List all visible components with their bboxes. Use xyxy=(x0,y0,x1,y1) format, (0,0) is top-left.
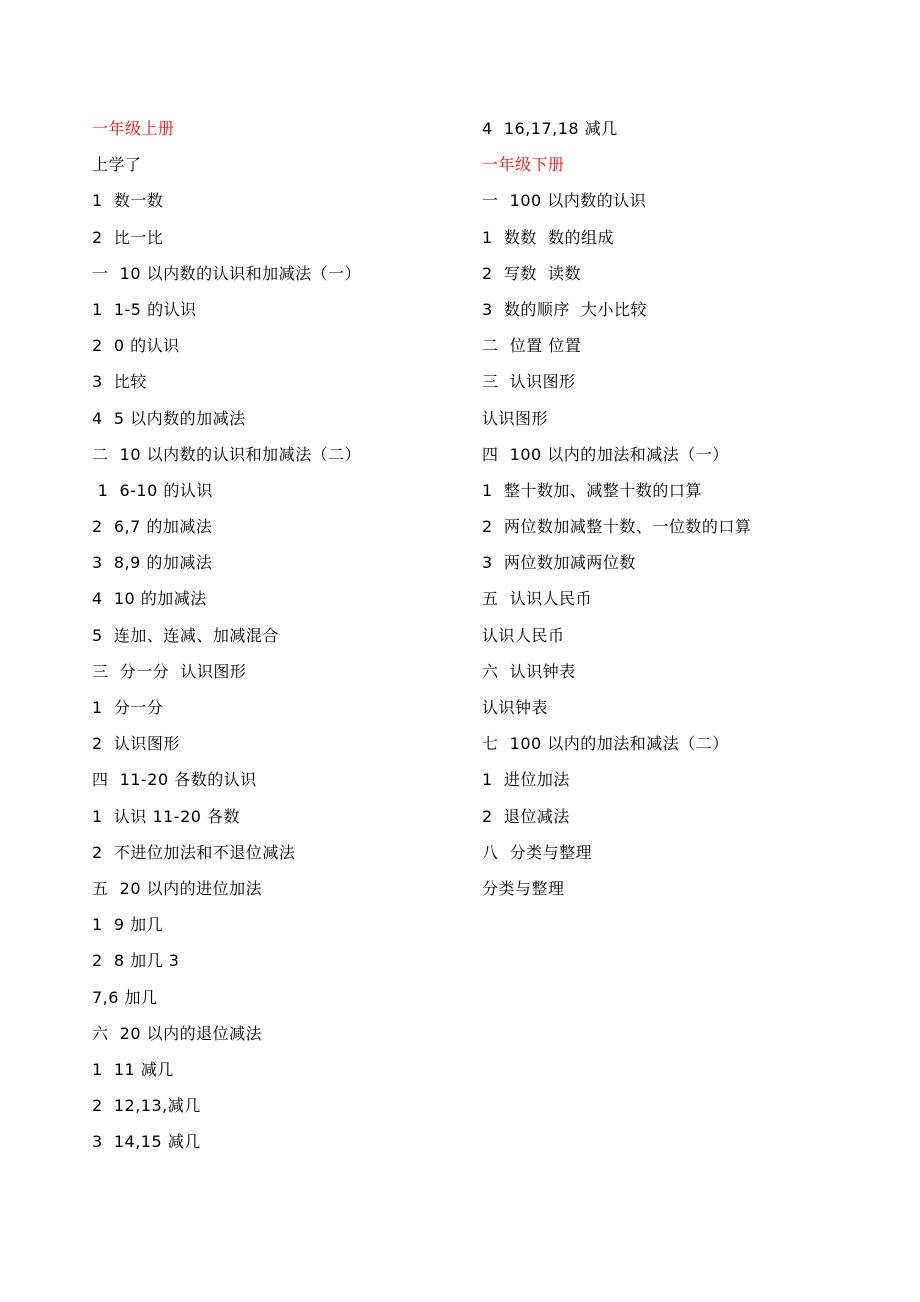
toc-line: 二 10 以内数的认识和加减法（二） xyxy=(92,444,362,464)
toc-line: 2 12,13,减几 xyxy=(92,1096,201,1116)
toc-line: 三 分一分 认识图形 xyxy=(92,661,247,681)
section-heading: 一年级下册 xyxy=(482,155,565,175)
toc-line: 一 100 以内数的认识 xyxy=(482,191,647,211)
toc-line: 2 退位减法 xyxy=(482,806,570,826)
toc-line: 二 位置 位置 xyxy=(482,336,582,356)
toc-line: 5 连加、连减、加减混合 xyxy=(92,625,279,645)
toc-line: 三 认识图形 xyxy=(482,372,576,392)
toc-line: 1 整十数加、减整十数的口算 xyxy=(482,480,702,500)
toc-line: 2 6,7 的加减法 xyxy=(92,517,213,537)
toc-line: 3 数的顺序 大小比较 xyxy=(482,299,648,319)
toc-line: 3 14,15 减几 xyxy=(92,1132,201,1152)
toc-line: 4 10 的加减法 xyxy=(92,589,207,609)
toc-line: 4 5 以内数的加减法 xyxy=(92,408,246,428)
toc-line: 2 认识图形 xyxy=(92,734,180,754)
toc-line: 3 8,9 的加减法 xyxy=(92,553,213,573)
toc-line: 1 认识 11-20 各数 xyxy=(92,806,241,826)
toc-line: 2 写数 读数 xyxy=(482,263,582,283)
toc-line: 2 不进位加法和不退位减法 xyxy=(92,842,296,862)
toc-line: 1 9 加几 xyxy=(92,915,164,935)
toc-line: 分类与整理 xyxy=(482,878,565,898)
toc-line: 2 8 加几 3 xyxy=(92,951,180,971)
toc-line: 1 6-10 的认识 xyxy=(92,480,213,500)
toc-line: 1 1-5 的认识 xyxy=(92,299,197,319)
toc-line: 4 16,17,18 减几 xyxy=(482,119,618,138)
toc-line: 一 10 以内数的认识和加减法（一） xyxy=(92,263,362,283)
toc-line: 2 比一比 xyxy=(92,227,164,247)
toc-line: 1 11 减几 xyxy=(92,1059,174,1079)
toc-line: 2 两位数加减整十数、一位数的口算 xyxy=(482,517,752,537)
toc-line: 认识人民币 xyxy=(482,625,565,645)
toc-line: 3 两位数加减两位数 xyxy=(482,553,636,573)
toc-line: 1 分一分 xyxy=(92,698,164,717)
toc-line: 1 进位加法 xyxy=(482,770,570,790)
toc-line: 六 认识钟表 xyxy=(482,661,576,681)
section-heading: 一年级上册 xyxy=(92,119,175,138)
toc-line: 认识图形 xyxy=(482,408,549,428)
toc-line: 3 比较 xyxy=(92,372,147,392)
toc-line: 四 100 以内的加法和减法（一） xyxy=(482,444,729,464)
right-column xyxy=(482,116,902,912)
toc-line: 上学了 xyxy=(92,155,142,175)
toc-line: 2 0 的认识 xyxy=(92,336,180,356)
toc-line: 1 数数 数的组成 xyxy=(482,227,615,247)
toc-line: 七 100 以内的加法和减法（二） xyxy=(482,734,729,754)
toc-line: 六 20 以内的退位减法 xyxy=(92,1023,263,1043)
toc-line: 八 分类与整理 xyxy=(482,842,593,862)
toc-line: 五 认识人民币 xyxy=(482,589,593,609)
toc-line: 7,6 加几 xyxy=(92,987,158,1007)
left-column xyxy=(92,116,472,1165)
toc-line: 四 11-20 各数的认识 xyxy=(92,770,257,790)
toc-line: 1 数一数 xyxy=(92,191,164,211)
toc-line: 认识钟表 xyxy=(482,698,549,717)
toc-line: 五 20 以内的进位加法 xyxy=(92,878,263,898)
